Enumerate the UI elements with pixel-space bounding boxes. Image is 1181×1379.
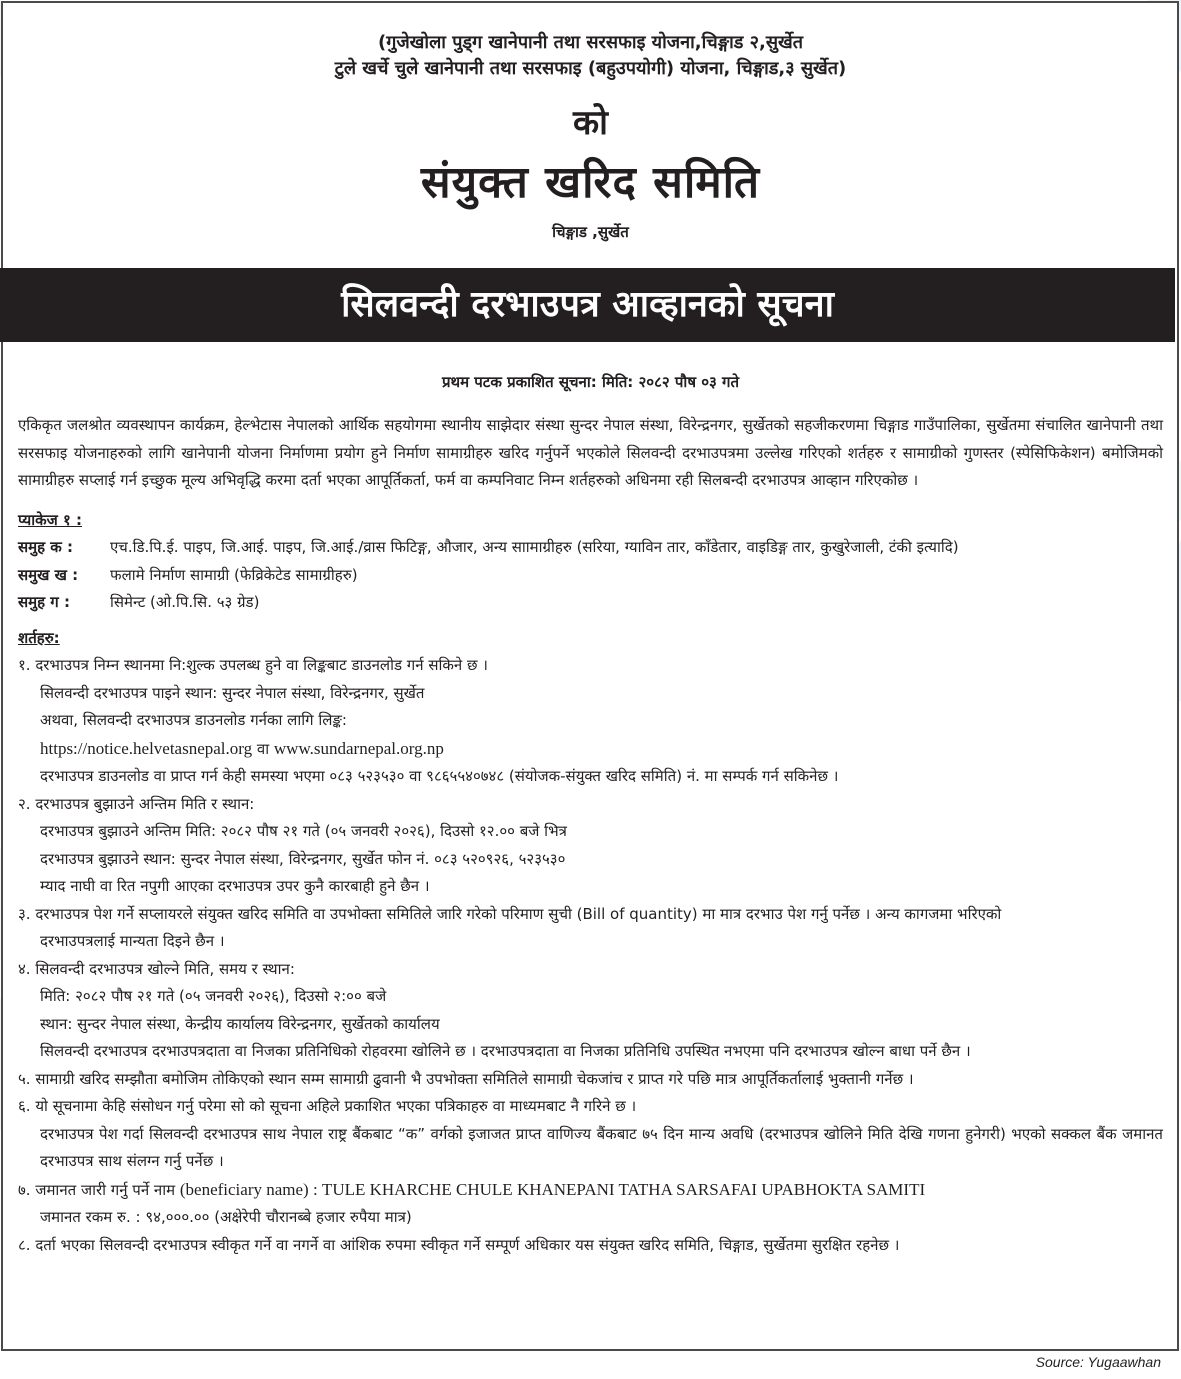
projects-line-1: (गुजेखोला पुड्ग खानेपानी तथा सरसफाइ योजना,चिङ्गाड २,सुर्खेत [377,32,804,53]
condition-6-head: ६. यो सूचनामा केहि संसोधन गर्नु परेमा सो को सूचना अहिले प्रकाशित भएका पत्रिकाहरु वा माध्यमबाट नै गरिने छ । [18,1097,637,1115]
condition-4-line: स्थान: सुन्दर नेपाल संस्था, केन्द्रीय कार्यालय विरेन्द्रनगर, सुर्खेतको कार्यालय [40,1014,440,1033]
possessive-ko: को [573,103,608,143]
condition-7 [18,1176,1163,1232]
condition-4-line: सिलवन्दी दरभाउपत्र दरभाउपत्रदाता वा निजका प्रतिनिधिको रोहवरमा खोलिने छ । दरभाउपत्रदाता वा निजका प्रतिनिधि उपस्थित नभएमा पनि दरभाउपत्र खोल्न बाधा पर्ने छैन । [40,1042,971,1060]
condition-4-head: ४. सिलवन्दी दरभाउपत्र खोल्ने मिति, समय र स्थान: [18,959,295,978]
condition-2-line: म्याद नाघी वा रित नपुगी आएका दरभाउपत्र उपर कुनै कारबाही हुने छैन । [40,877,430,895]
condition-2-line: दरभाउपत्र बुझाउने स्थान: सुन्दर नेपाल संस्था, विरेन्द्रनगर, सुर्खेत फोन नं. ०८३ ५२०९२६, ५२३५३० [40,849,566,868]
committee-title: संयुक्त खरिद समिति [420,157,761,208]
notice-title-banner: सिलवन्दी दरभाउपत्र आव्हानको सूचना [0,268,1175,342]
group-value: एच.डि.पि.ई. पाइप, जि.आई. पाइप, जि.आई./व्रास फिटिङ्ग, औजार, अन्य साामाग्रीहरु (सरिया, ग्याविन तार, काँडेतार, वाइडिङ्ग तार, कुखुरेजाली, टंकी इत्यादि) [110,538,959,556]
condition-4-line: मिति: २०८२ पौष २१ गते (०५ जनवरी २०२६), दिउसो २:०० बजे [40,987,387,1005]
condition-5 [18,1066,1163,1094]
group-row [18,589,1163,617]
condition-2 [18,791,1163,901]
conditions-title: शर्तहरु: [18,628,60,647]
condition-3-line: दरभाउपत्रलाई मान्यता दिइने छैन । [40,932,225,950]
condition-1-head: १. दरभाउपत्र निम्न स्थानमा नि:शुल्क उपलब्ध हुने वा लिङ्कबाट डाउनलोड गर्न सकिने छ । [18,656,488,674]
condition-8 [18,1232,1163,1260]
condition-1-line: अथवा, सिलवन्दी दरभाउपत्र डाउनलोड गर्नका लागि लिङ्क: [40,711,347,729]
projects-line-2: टुले खर्चे चुले खानेपानी तथा सरसफाइ (बहुउपयोगी) योजना, चिङ्गाड,३ सुर्खेत) [334,58,847,79]
condition-1-line: दरभाउपत्र डाउनलोड वा प्राप्त गर्न केही समस्या भएमा ०८३ ५२३५३० वा ९८६५५४०७४८ (संयोजक-संयुक्त खरिद समिति) नं. मा सम्पर्क गर्न सकिनेछ । [40,767,839,785]
intro-paragraph: एकिकृत जलश्रोत व्यवस्थापन कार्यक्रम, हेल्भेटास नेपालको आर्थिक सहयोगमा स्थानीय साझेदार संस्था सुन्दर नेपाल संस्था, विरेन्द्रनगर, सुर्खेतको सहजीकरणमा चिङ्गाड गाउँपालिका, सुर्खेतमा संचालित खानेपानी तथा सरसफाइ योजनाहरुको लागि खानेपानी योजना निर्माणमा प्रयोग हुने निर्माण सामाग्रीहरु खरिद गर्नुपर्ने भएकोले सिलवन्दी दरभाउपत्रमा उल्लेख गरिएको शर्तहरु र सामाग्रीको गुणस्तर (स्पेसिफिकेशन) बमोजिमको सामाग्रीहरु सप्लाई गर्न इच्छुक मूल्य अभिवृद्धि करमा दर्ता भएका आपूर्तिकर्ता, फर्म वा कम्पनिवाट निम्न शर्तहरुको अधिनमा रही सिलबन्दी दरभाउपत्र आव्हान गरिएकोछ । [18,416,1163,489]
published-date: प्रथम पटक प्रकाशित सूचना: मिति: २०८२ पौष ०३ गते [441,373,740,391]
notice-body [18,412,1163,1259]
group-value: सिमेन्ट (ओ.पि.सि. ५३ ग्रेड) [110,593,260,611]
committee-place: चिङ्गाड ,सुर्खेत [552,223,629,241]
condition-7-head [18,1176,1163,1205]
beneficiary-name: (beneficiary name) : TULE KHARCHE CHULE KHANEPANI TATHA SARSAFAI UPABHOKTA SAMITI [179,1179,926,1199]
helvetas-link[interactable]: https://notice.helvetasnepal.org [40,738,253,758]
condition-3 [18,901,1163,956]
source-credit: Source: Yugaawhan [1035,1354,1161,1370]
link-separator: वा [252,739,274,758]
package-section [18,507,1163,617]
condition-8-head: ८. दर्ता भएका सिलवन्दी दरभाउपत्र स्वीकृत गर्ने वा नगर्ने वा आंशिक रुपमा स्वीकृत गर्ने सम्पूर्ण अधिकार यस संयुक्त खरिद समिति, चिङ्गाड, सुर्खेतमा सुरक्षित रहनेछ । [18,1235,900,1254]
group-label: समुह क : [18,538,74,556]
condition-6 [18,1093,1163,1176]
package-title: प्याकेज १ : [18,510,82,529]
sundarnepal-link[interactable]: www.sundarnepal.org.np [273,738,444,758]
condition-1 [18,652,1163,791]
group-label: समुह ग : [18,593,70,611]
condition-2-head: २. दरभाउपत्र बुझाउने अन्तिम मिति र स्थान: [18,794,255,813]
download-links [18,735,1163,764]
condition-1-line: सिलवन्दी दरभाउपत्र पाइने स्थान: सुन्दर नेपाल संस्था, विरेन्द्रनगर, सुर्खेत [40,683,425,702]
group-row [18,534,1163,562]
conditions-section [18,625,1163,1260]
condition-4 [18,956,1163,1066]
condition-2-line: दरभाउपत्र बुझाउने अन्तिम मिति: २०८२ पौष २१ गते (०५ जनवरी २०२६), दिउसो १२.०० बजे भित्र [40,822,567,840]
condition-6-line: दरभाउपत्र पेश गर्दा सिलवन्दी दरभाउपत्र साथ नेपाल राष्ट्र बैंकबाट “क” वर्गको इजाजत प्राप्त वाणिज्य बैंकबाट ७५ दिन मान्य अवधि (दरभाउपत्र खोलिने मिति देखि गणना हुनेगरी) भएको सक्कल बैंक जमानत दरभाउपत्र साथ संलग्न गर्नु पर्नेछ । [40,1124,1163,1170]
condition-3-head: ३. दरभाउपत्र पेश गर्ने सप्लायरले संयुक्त खरिद समिति वा उपभोक्ता समितिले जारि गरेको परिमाण सुची (Bill of quantity) मा मात्र दरभाउ पेश गर्नु पर्नेछ । अन्य कागजमा भरिएको [18,904,1002,923]
condition-5-head: ५. सामाग्री खरिद सम्झौता बमोजिम तोकिएको स्थान सम्म सामाग्री ढुवानी भै उपभोक्ता समितिले सामाग्री चेकजांच र प्राप्त गरे पछि मात्र आपूर्तिकर्तालाई भुक्तानी गर्नेछ । [18,1069,914,1088]
projects-heading [0,30,1181,82]
beneficiary-label: ७. जमानत जारी गर्नु पर्ने नाम [18,1180,180,1199]
group-label: समुख ख : [18,565,79,584]
group-row [18,562,1163,590]
guarantee-amount: जमानत रकम रु. : ९४,०००.०० (अक्षेरेपी चौरानब्बे हजार रुपैया मात्र) [40,1208,412,1226]
group-value: फलामे निर्माण सामाग्री (फेव्रिकेटेड सामाग्रीहरु) [110,565,358,584]
